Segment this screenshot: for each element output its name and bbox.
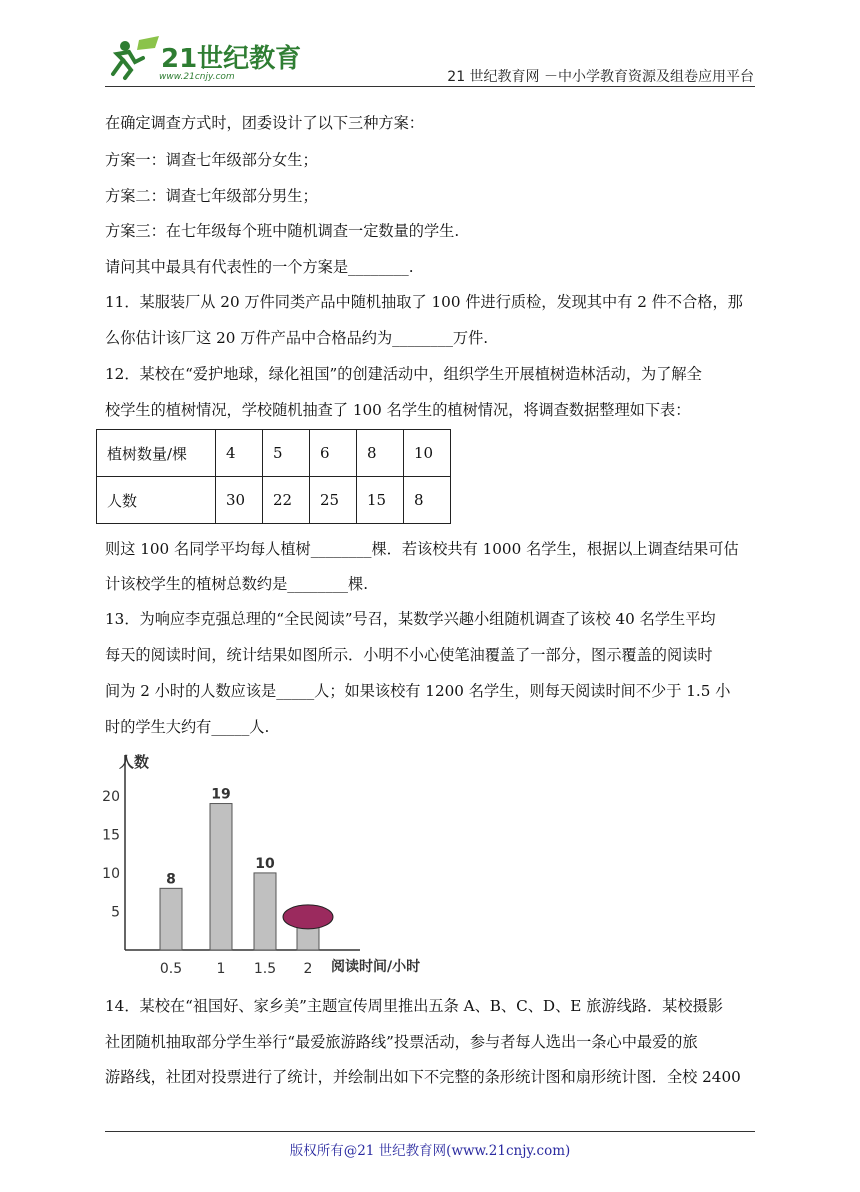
y-tick-label: 20	[102, 788, 120, 805]
text-line: 校学生的植树情况，学校随机抽查了 100 名学生的植树情况，将调查数据整理如下表：	[105, 401, 691, 419]
table-cell: 人数	[97, 477, 216, 524]
x-tick-label: 1.5	[253, 961, 277, 977]
table-cell: 5	[263, 430, 310, 477]
logo-text: 21世纪教育	[161, 44, 302, 74]
table-cell: 4	[216, 430, 263, 477]
table-cell: 8	[404, 477, 451, 524]
tree-planting-table	[96, 429, 451, 524]
text-line: 11．某服装厂从 20 万件同类产品中随机抽取了 100 件进行质检，发现其中有 2 件不合格，那	[105, 293, 743, 311]
table-row	[97, 430, 451, 477]
text-line: 时的学生大约有_____人.	[105, 718, 270, 736]
site-logo	[103, 34, 302, 84]
x-tick-label: 2	[303, 961, 313, 977]
y-tick-label: 10	[102, 865, 120, 882]
table-cell: 15	[357, 477, 404, 524]
bar	[160, 888, 182, 950]
table-cell: 25	[310, 477, 357, 524]
runner-logo-icon	[103, 34, 302, 84]
y-axis-label: 人数	[119, 753, 150, 771]
text-line: 12．某校在“爱护地球，绿化祖国”的创建活动中，组织学生开展植树造林活动，为了解全	[105, 365, 702, 383]
bar-value-label: 8	[166, 871, 176, 888]
text-line: 间为 2 小时的人数应该是_____人；如果该校有 1200 名学生，则每天阅读时间不少于 1.5 小	[105, 682, 731, 700]
y-tick-label: 5	[111, 904, 120, 921]
header-divider	[105, 86, 755, 87]
text-line: 方案一：调查七年级部分女生；	[105, 151, 318, 169]
footer-divider	[105, 1131, 755, 1132]
bar	[210, 804, 232, 950]
text-line: 每天的阅读时间，统计结果如图所示．小明不小心使笔油覆盖了一部分，图示覆盖的阅读时	[105, 646, 713, 664]
x-axis-label: 阅读时间/小时	[331, 959, 421, 975]
text-line: 方案三：在七年级每个班中随机调查一定数量的学生.	[105, 222, 460, 240]
text-line: 么你估计该厂这 20 万件产品中合格品约为________万件.	[105, 329, 489, 347]
bar-value-label: 10	[255, 855, 275, 872]
text-line: 游路线，社团对投票进行了统计，并绘制出如下不完整的条形统计图和扇形统计图．全校 2400	[105, 1068, 741, 1086]
text-line: 请问其中最具有代表性的一个方案是________.	[105, 258, 414, 276]
bar-value-label: 19	[211, 786, 231, 803]
footer-copyright: 版权所有@21 世纪教育网(www.21cnjy.com)	[289, 1143, 571, 1159]
header-site-text: 21 世纪教育网 －中小学教育资源及组卷应用平台	[447, 69, 754, 85]
logo-url: www.21cnjy.com	[159, 72, 235, 82]
bar	[254, 873, 276, 950]
text-line: 13．为响应李克强总理的“全民阅读”号召，某数学兴趣小组随机调查了该校 40 名学生平均	[105, 610, 716, 628]
table-cell: 30	[216, 477, 263, 524]
table-cell: 植树数量/棵	[97, 430, 216, 477]
chart-bars	[160, 804, 333, 950]
bar	[297, 927, 319, 950]
text-line: 计该校学生的植树总数约是________棵.	[105, 575, 369, 593]
table-cell: 6	[310, 430, 357, 477]
y-tick-label: 15	[102, 827, 120, 844]
table-cell: 22	[263, 477, 310, 524]
text-line: 则这 100 名同学平均每人植树________棵．若该校共有 1000 名学生，根据以上调查结果可估	[105, 540, 739, 558]
text-line: 在确定调查方式时，团委设计了以下三种方案：	[105, 114, 424, 132]
table-cell: 8	[357, 430, 404, 477]
ink-blot	[283, 905, 333, 929]
x-tick-label: 0.5	[159, 961, 183, 977]
reading-time-bar-chart	[95, 745, 445, 980]
x-tick-label: 1	[216, 961, 226, 977]
table-cell: 10	[404, 430, 451, 477]
text-line: 14．某校在“祖国好、家乡美”主题宣传周里推出五条 A、B、C、D、E 旅游线路．某校摄影	[105, 997, 723, 1015]
text-line: 方案二：调查七年级部分男生；	[105, 187, 318, 205]
table-row	[97, 477, 451, 524]
text-line: 社团随机抽取部分学生举行“最爱旅游路线”投票活动，参与者每人选出一条心中最爱的旅	[105, 1033, 698, 1051]
